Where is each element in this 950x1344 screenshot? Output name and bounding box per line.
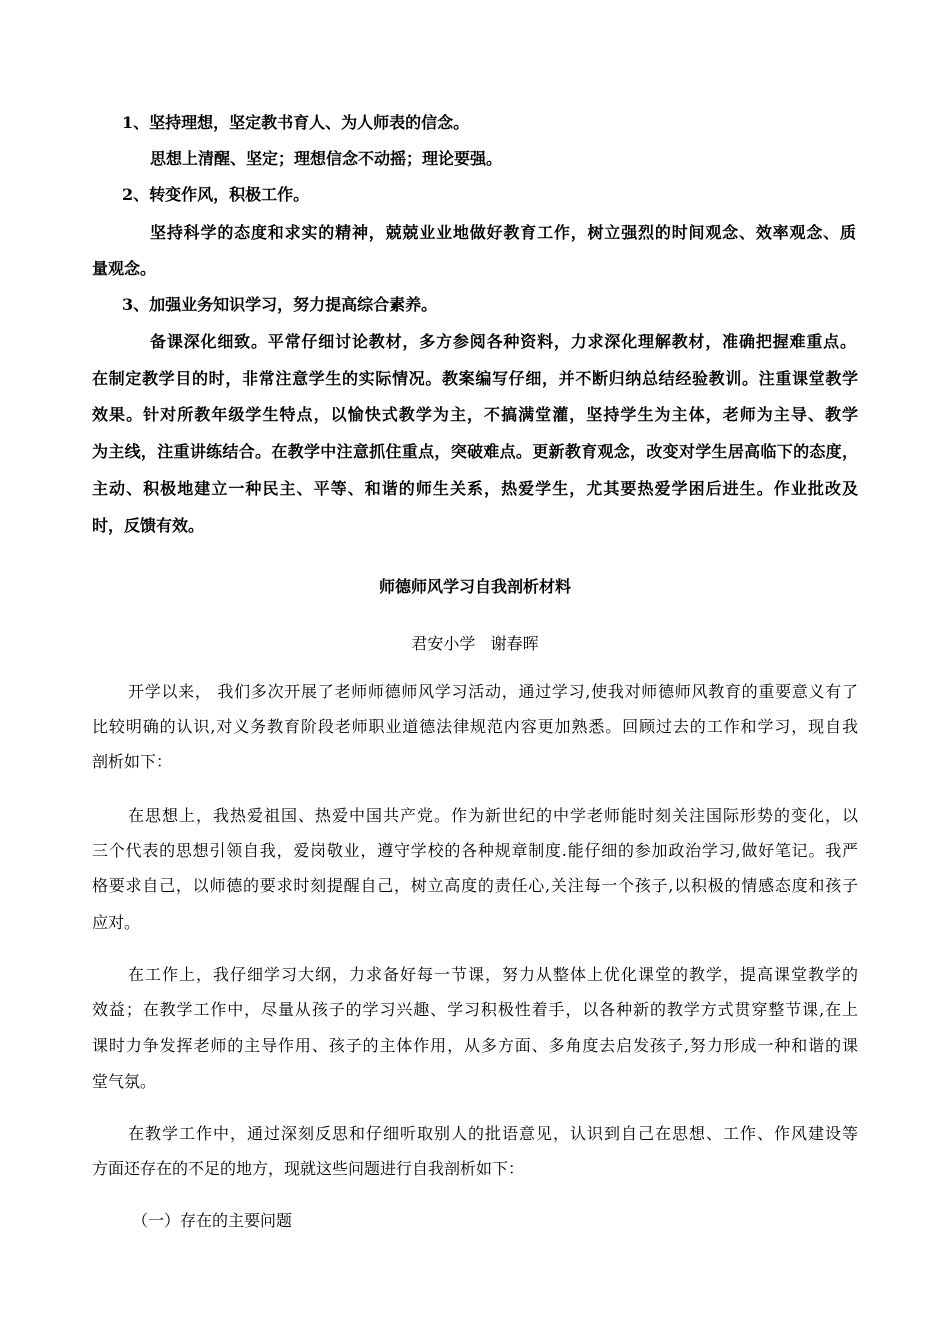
item3-body-line: 备课深化细致。平常仔细讨论教材，多方参阅各种资料，力求深化理解教材，准确把握难重点。 xyxy=(150,332,856,351)
item2-body-line: 量观念。 xyxy=(92,259,157,278)
paragraph-1-line: 开学以来， 我们多次开展了老师师德师风学习活动，通过学习,使我对师德师风教育的重要意义有了 xyxy=(128,682,858,701)
paragraph-3-line: 在工作上，我仔细学习大纲，力求备好每一节课，努力从整体上优化课堂的教学，提高课堂教学的 xyxy=(128,965,858,984)
item2-body-line: 坚持科学的态度和求实的精神，兢兢业业地做好教育工作，树立强烈的时间观念、效率观念、质 xyxy=(150,223,856,242)
item1-title: 1、坚持理想，坚定教书育人、为人师表的信念。 xyxy=(122,113,470,132)
item3-body-line: 为主线，注重讲练结合。在教学中注意抓住重点，突破难点。更新教育观念，改变对学生居高临下的态度， xyxy=(92,442,858,461)
item3-body-line: 主动、积极地建立一种民主、平等、和谐的师生关系，热爱学生，尤其要热爱学困后进生。作业批改及 xyxy=(92,479,858,498)
paragraph-1-line: 比较明确的认识,对义务教育阶段老师职业道德法律规范内容更加熟悉。回顾过去的工作和学习，现自我 xyxy=(92,717,858,736)
item3-body-line: 效果。针对所教年级学生特点，以愉快式教学为主，不搞满堂灌，坚持学生为主体，老师为主导、教学 xyxy=(92,405,858,424)
paragraph-4-line: 方面还存在的不足的地方，现就这些问题进行自我剖析如下： xyxy=(92,1159,525,1178)
paragraph-2-line: 在思想上，我热爱祖国、热爱中国共产党。作为新世纪的中学老师能时刻关注国际形势的变化，以 xyxy=(128,806,858,825)
paragraph-3-line: 效益；在教学工作中，尽量从孩子的学习兴趣、学习积极性着手，以各种新的教学方式贯穿整节课,在上 xyxy=(92,1000,858,1019)
paragraph-2-line: 格要求自己，以师德的要求时刻提醒自己，树立高度的责任心,关注每一个孩子,以积极的情感态度和孩子 xyxy=(92,876,858,895)
article-title: 师德师风学习自我剖析材料 xyxy=(378,577,571,596)
paragraph-3-line: 堂气氛。 xyxy=(92,1072,157,1091)
item3-body-line: 时，反馈有效。 xyxy=(92,516,205,535)
article-author: 君安小学 谢春晖 xyxy=(411,634,539,653)
item2-title: 2、转变作风，积极工作。 xyxy=(122,185,310,204)
item3-title: 3、加强业务知识学习，努力提高综合素养。 xyxy=(122,295,438,314)
paragraph-1-line: 剖析如下： xyxy=(92,752,173,771)
item1-body: 思想上清醒、坚定；理想信念不动摇；理论要强。 xyxy=(150,149,503,168)
paragraph-2-line: 三个代表的思想引领自我，爱岗敬业，遵守学校的各种规章制度.能仔细的参加政治学习,做好笔记。我严 xyxy=(92,841,858,860)
paragraph-4-line: 在教学工作中，通过深刻反思和仔细听取别人的批语意见，认识到自己在思想、工作、作风建设等 xyxy=(128,1124,858,1143)
paragraph-2-line: 应对。 xyxy=(92,913,141,932)
paragraph-3-line: 课时力争发挥老师的主导作用、孩子的主体作用，从多方面、多角度去启发孩子,努力形成一种和谐的课 xyxy=(92,1036,858,1055)
section-subheading: （一）存在的主要问题 xyxy=(132,1211,293,1230)
item3-body-line: 在制定教学目的时，非常注意学生的实际情况。教案编写仔细，并不断归纳总结经验教训。注重课堂教学 xyxy=(92,369,858,388)
